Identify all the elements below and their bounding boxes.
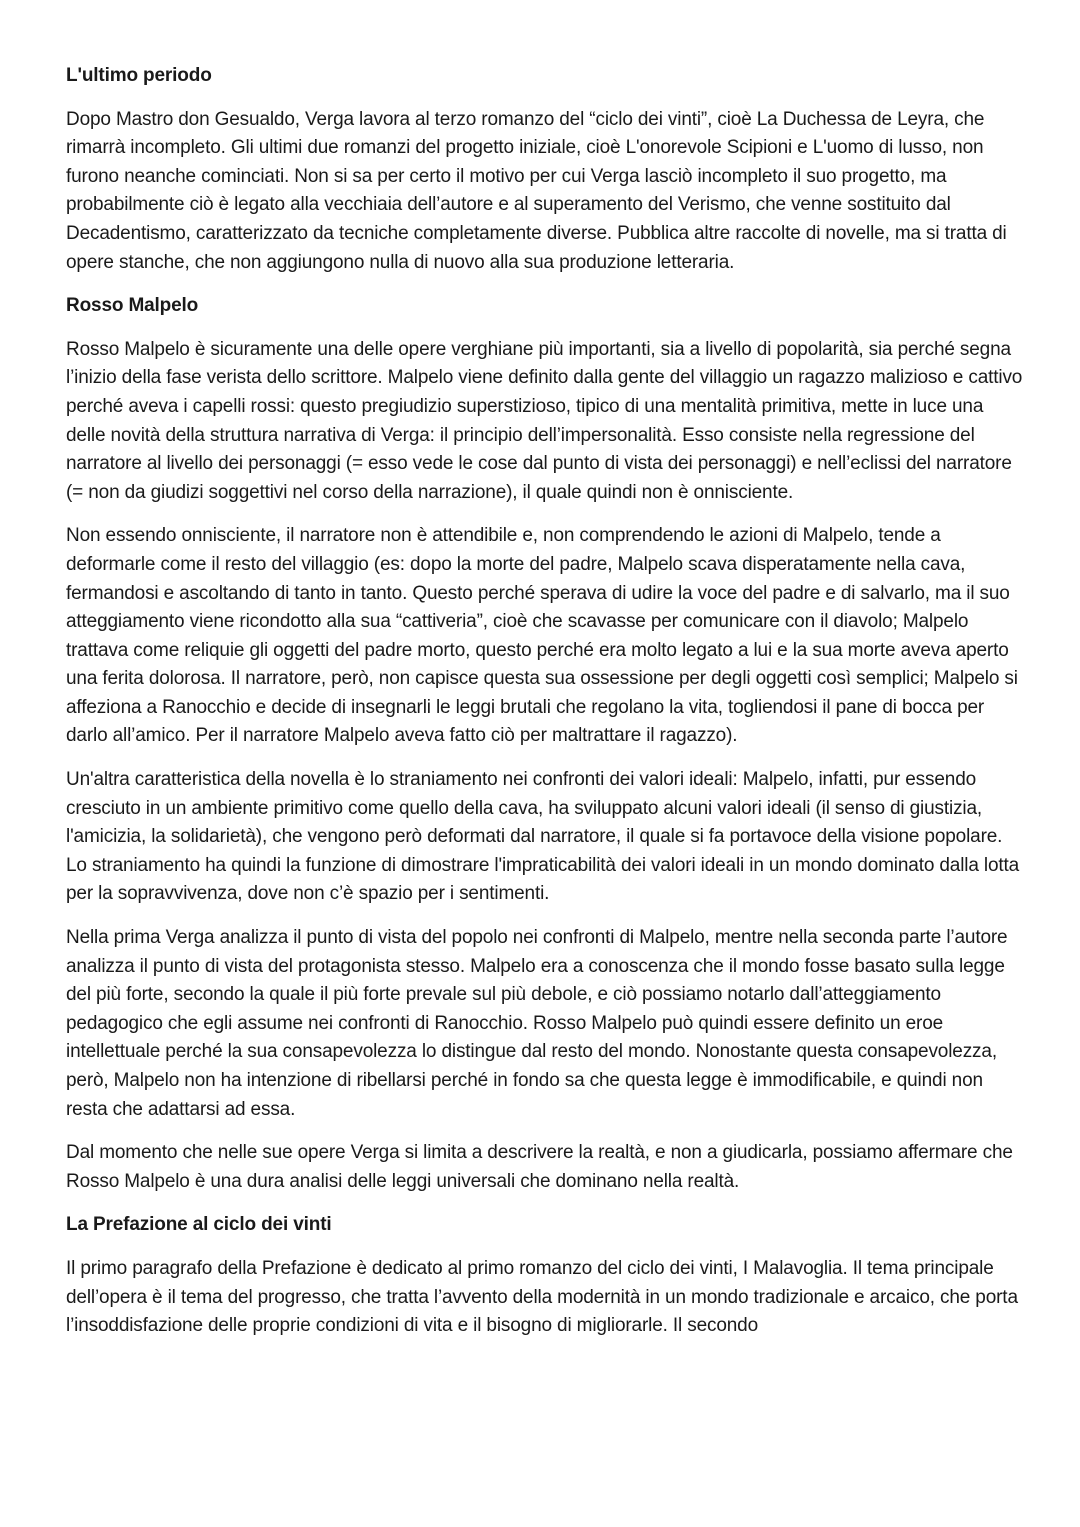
section-heading: Rosso Malpelo [66, 295, 199, 317]
paragraph: Dopo Mastro don Gesualdo, Verga lavora al terzo romanzo del “ciclo dei vinti”, cioè La Duchessa de Leyra, che rimarrà incompleto. Gli ultimi due romanzi del progetto iniziale, cioè L'onorevole Scipioni e L'uomo di lusso, non furono neanche cominciati. Non si sa per certo il motivo per cui Verga lasciò incompleto il suo progetto, ma probabilmente ciò è legato alla vecchiaia dell’autore e al superamento del Verismo, che venne sostituito dal Decadentismo, caratterizzato da tecniche completamente diverse. Pubblica altre raccolte di novelle, ma si tratta di opere stanche, che non aggiungono nulla di nuovo alla sua produzione letteraria. [66, 108, 1007, 273]
paragraph: Dal momento che nelle sue opere Verga si limita a descrivere la realtà, e non a giudicarla, possiamo affermare che Rosso Malpelo è una dura analisi delle leggi universali che dominano nella realtà. [66, 1142, 1013, 1192]
paragraph: Nella prima Verga analizza il punto di vista del popolo nei confronti di Malpelo, mentre nella seconda parte l’autore analizza il punto di vista del protagonista stesso. Malpelo era a conoscenza che il mondo fosse basato sulla legge del più forte, secondo la quale il più forte prevale sul più debole, e ciò possiamo notarlo dall’atteggiamento pedagogico che egli assume nei confronti di Ranocchio. Rosso Malpelo può quindi essere definito un eroe intellettuale perché la sua consapevolezza lo distingue dal resto del mondo. Nonostante questa consapevolezza, però, Malpelo non ha intenzione di ribellarsi perché in fondo sa che questa legge è immodificabile, e quindi non resta che adattarsi ad essa. [66, 927, 1008, 1120]
section-prefazione [66, 1211, 1026, 1340]
paragraph: Rosso Malpelo è sicuramente una delle opere verghiane più importanti, sia a livello di popolarità, sia perché segna l’inizio della fase verista dello scrittore. Malpelo viene definito dalla gente del villaggio un ragazzo malizioso e cattivo perché aveva i capelli rossi: questo pregiudizio superstizioso, tipico di una mentalità primitiva, mette in luce una delle novità della struttura narrativa di Verga: il principio dell’impersonalità. Esso consiste nella regressione del narratore al livello dei personaggi (= esso vede le cose dal punto di vista dei personaggi) e nell’eclissi del narratore (= non da giudizi soggettivi nel corso della narrazione), il quale quindi non è onnisciente. [66, 338, 1023, 503]
section-heading: L'ultimo periodo [66, 65, 212, 86]
section-heading: La Prefazione al ciclo dei vinti [66, 1214, 332, 1236]
section-ultimo-periodo [66, 62, 1026, 277]
section-rosso-malpelo [66, 292, 1026, 1196]
document-page [66, 62, 1026, 1356]
paragraph: Un'altra caratteristica della novella è lo straniamento nei confronti dei valori ideali: Malpelo, infatti, pur essendo cresciuto in un ambiente primitivo come quello della cava, ha sviluppato alcuni valori ideali (il senso di giustizia, l'amicizia, la solidarietà), che vengono però deformati dal narratore, il quale si fa portavoce della visione popolare. Lo straniamento ha quindi la funzione di dimostrare l'impraticabilità dei valori ideali in un mondo dominato dalla lotta per la sopravvivenza, dove non c’è spazio per i sentimenti. [66, 769, 1020, 905]
paragraph: Il primo paragrafo della Prefazione è dedicato al primo romanzo del ciclo dei vinti, I Malavoglia. Il tema principale dell’opera è il tema del progresso, che tratta l’avvento della modernità in un mondo tradizionale e arcaico, che porta l’insoddisfazione delle proprie condizioni di vita e il bisogno di migliorarle. Il secondo [66, 1257, 1018, 1337]
paragraph: Non essendo onnisciente, il narratore non è attendibile e, non comprendendo le azioni di Malpelo, tende a deformarle come il resto del villaggio (es: dopo la morte del padre, Malpelo scava disperatamente nella cava, fermandosi e ascoltando di tanto in tanto. Questo perché sperava di udire la voce del padre e di salvarlo, ma il suo atteggiamento viene ricondotto alla sua “cattiveria”, cioè che scavasse per comunicare con il diavolo; Malpelo trattava come reliquie gli oggetti del padre morto, questo perché era molto legato a lui e la sua morte aveva aperto una ferita dolorosa. Il narratore, però, non capisce questa sua ossessione per degli oggetti così semplici; Malpelo si affeziona a Ranocchio e decide di insegnarli le leggi brutali che regolano la vita, togliendosi il pane di bocca per darlo all’amico. Per il narratore Malpelo aveva fatto ciò per maltrattare il ragazzo). [66, 525, 1018, 747]
